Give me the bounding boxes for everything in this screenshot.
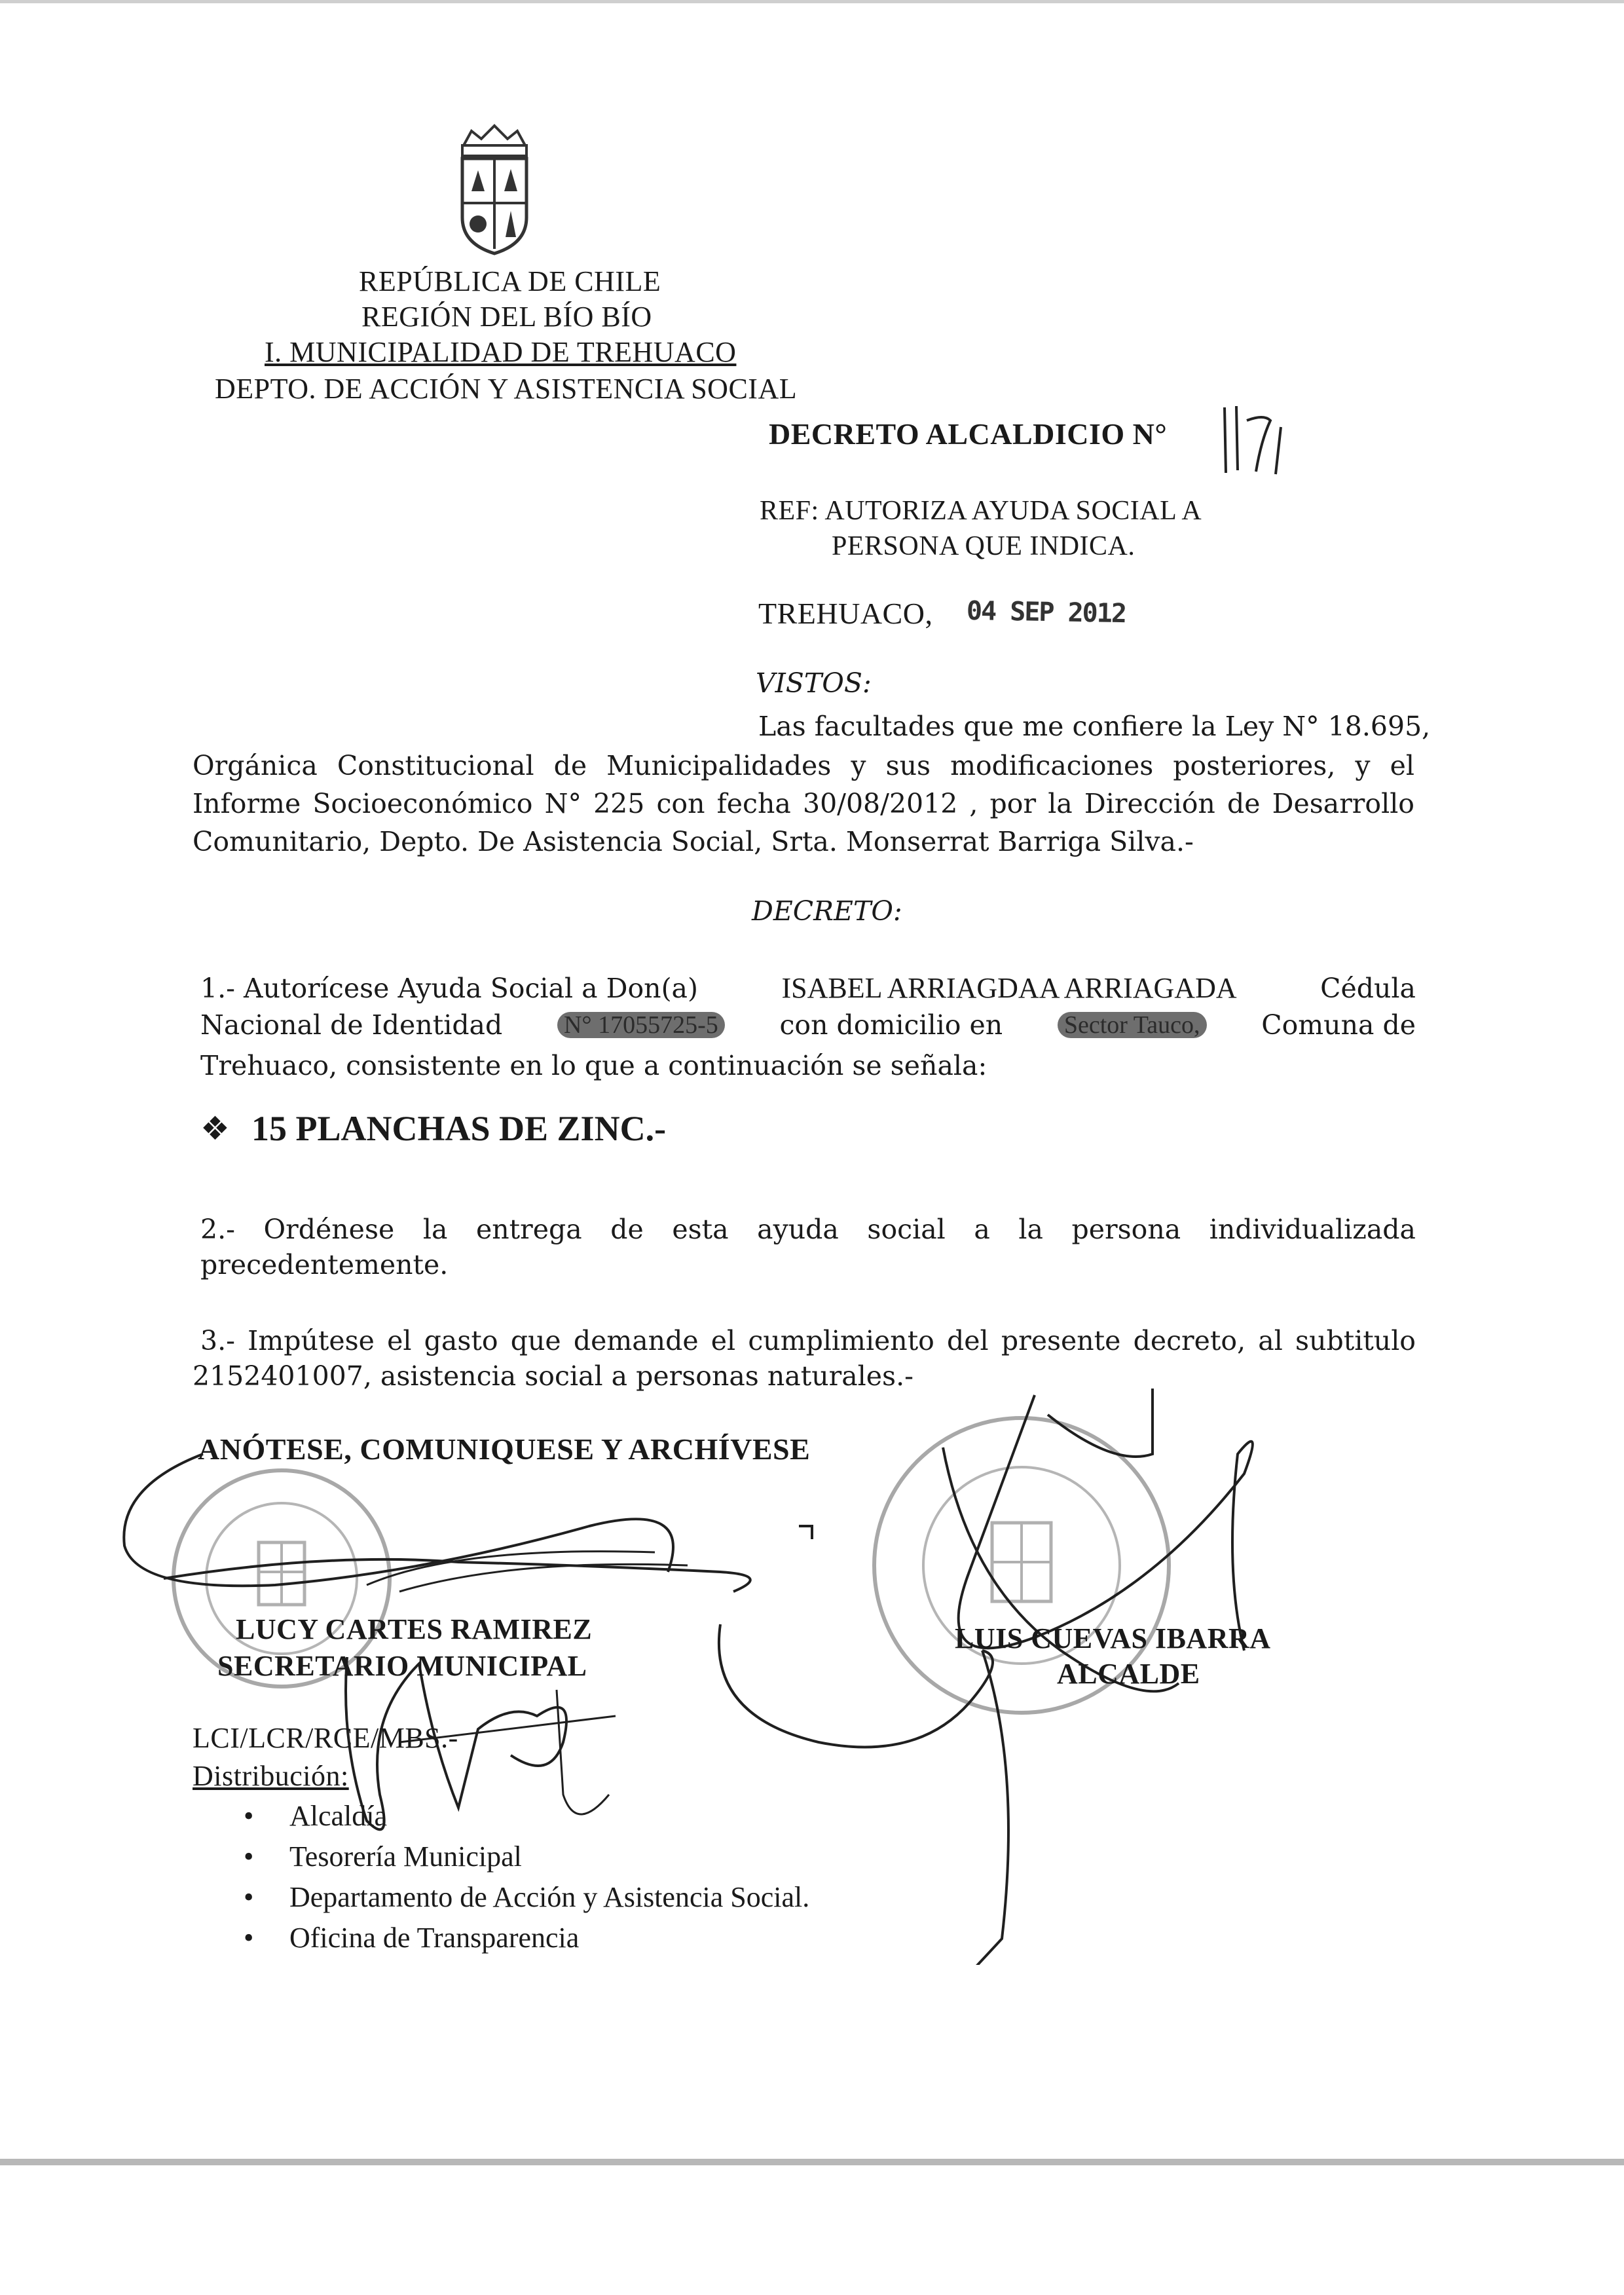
right-signer-title: ALCALDE bbox=[1057, 1658, 1200, 1690]
benefit-line: 15 PLANCHAS DE ZINC.- bbox=[251, 1109, 667, 1148]
coat-of-arms-icon bbox=[452, 119, 537, 257]
item3-line-2: 2152401007, asistencia social a personas naturales.- bbox=[193, 1360, 913, 1392]
scan-bottom-edge bbox=[0, 2159, 1624, 2165]
ref-line-1: REF: AUTORIZA AYUDA SOCIAL A bbox=[760, 496, 1202, 526]
item1-prefix: 1.- Autorícese Ayuda Social a Don(a) bbox=[200, 973, 699, 1004]
left-signer-name: LUCY CARTES RAMIREZ bbox=[236, 1613, 593, 1645]
distribution-item: • Alcaldía bbox=[238, 1796, 809, 1837]
closing-formula: ANÓTESE, COMUNIQUESE Y ARCHÍVESE bbox=[198, 1432, 811, 1466]
header-depto: DEPTO. DE ACCIÓN Y ASISTENCIA SOCIAL bbox=[215, 373, 798, 405]
decree-title: DECRETO ALCALDICIO N° bbox=[769, 417, 1168, 451]
item2-line-1: 2.- Ordénese la entrega de esta ayuda social a la persona individualizada bbox=[200, 1214, 1416, 1245]
vistos-line-2: Orgánica Constitucional de Municipalidades y sus modificaciones posteriores, y el bbox=[193, 750, 1414, 781]
benefit-bullet-icon: ❖ bbox=[200, 1110, 230, 1148]
item1-cedula-label: Cédula bbox=[1320, 973, 1416, 1004]
item1-domicilio: con domicilio en bbox=[779, 1009, 1003, 1041]
handwritten-decree-number bbox=[1218, 401, 1297, 479]
vistos-line-1: Las facultades que me confiere la Ley N° 18.695, bbox=[758, 711, 1431, 742]
vistos-heading: VISTOS: bbox=[756, 667, 872, 699]
place: TREHUACO, bbox=[758, 597, 933, 630]
distribution-heading: Distribución: bbox=[193, 1760, 349, 1792]
distribution-item: • Oficina de Transparencia bbox=[238, 1918, 809, 1958]
left-signer-title: SECRETARIO MUNICIPAL bbox=[217, 1650, 587, 1682]
distribution-list bbox=[238, 1796, 809, 1958]
item1-comuna: Comuna de bbox=[1261, 1009, 1416, 1041]
ref-line-2: PERSONA QUE INDICA. bbox=[832, 531, 1135, 561]
header-region: REGIÓN DEL BÍO BÍO bbox=[361, 301, 652, 333]
right-signer-name: LUIS CUEVAS IBARRA bbox=[955, 1622, 1271, 1654]
header-municipalidad: I. MUNICIPALIDAD DE TREHUACO bbox=[265, 336, 737, 368]
sector-redacted: Sector Tauco, bbox=[1058, 1012, 1207, 1038]
distribution-item: • Tesorería Municipal bbox=[238, 1837, 809, 1877]
drafting-initials: LCI/LCR/RCE/MBS.- bbox=[193, 1722, 458, 1754]
rut-redacted: N° 17055725-5 bbox=[557, 1012, 725, 1038]
vistos-line-3: Informe Socioeconómico N° 225 con fecha 30/08/2012 , por la Dirección de Desarrollo bbox=[193, 788, 1414, 819]
item2-line-2: precedentemente. bbox=[200, 1249, 449, 1280]
item1-line-3: Trehuaco, consistente en lo que a continuación se señala: bbox=[200, 1050, 987, 1081]
item3-line-1: 3.- Impútese el gasto que demande el cumplimiento del presente decreto, al subtitulo bbox=[200, 1325, 1416, 1356]
distribution-item: • Departamento de Acción y Asistencia Social. bbox=[238, 1877, 809, 1918]
item1-line2-prefix: Nacional de Identidad bbox=[200, 1009, 503, 1041]
item1-line-2 bbox=[200, 1005, 1416, 1045]
decreto-heading: DECRETO: bbox=[752, 895, 902, 927]
scan-top-edge bbox=[0, 0, 1624, 3]
date-stamp: 04 SEP 2012 bbox=[966, 595, 1126, 629]
header-republica: REPÚBLICA DE CHILE bbox=[359, 265, 661, 297]
vistos-line-4: Comunitario, Depto. De Asistencia Social, Srta. Monserrat Barriga Silva.- bbox=[193, 826, 1194, 857]
item1-line-1 bbox=[200, 968, 1416, 1009]
item1-name: ISABEL ARRIAGDAA ARRIAGADA bbox=[781, 972, 1237, 1004]
